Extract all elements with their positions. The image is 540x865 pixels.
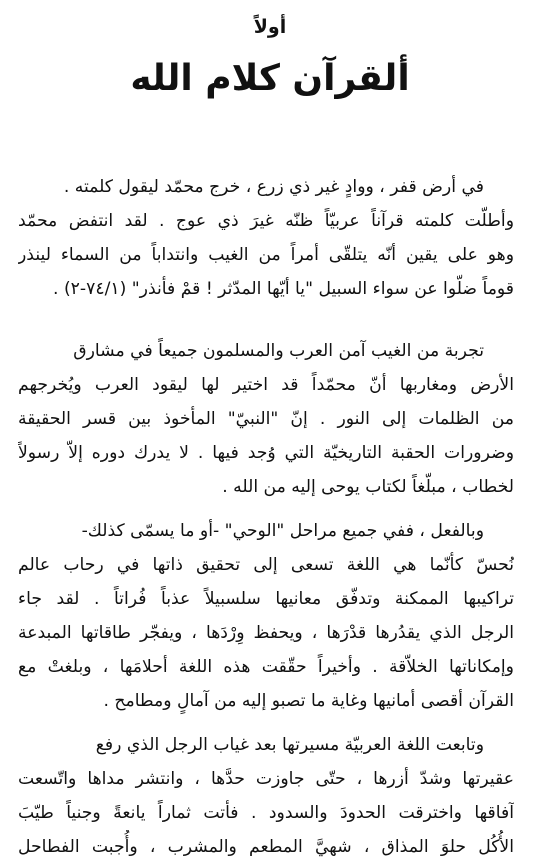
chapter-title: ألقرآن كلام الله bbox=[130, 58, 410, 99]
text-line: القرآن أقصى أمانيها وغاية ما تصبو إليه من آمالٍ ومطامح . bbox=[103, 691, 514, 711]
paragraph-3 bbox=[18, 514, 514, 718]
text-line: نُحسّ كأنّما هي اللغة تسعى إلى تحقيق ذاتها في رحاب عالم bbox=[18, 555, 514, 575]
text-line: وضرورات الحقبة التاريخيّة التي وُجد فيها . لا يدرك دوره إلاّ رسولاً bbox=[18, 443, 514, 463]
text-line: الأرض ومغاربها أنّ محمّداً قد اختير لها ليقود العرب ويُخرجهم bbox=[18, 375, 514, 395]
text-line: الأُكُل حلوَ المذاق ، شهيَّ المطعم والمشرب ، وأُجبت الفطاحل bbox=[18, 837, 514, 857]
text-line: عقيرتها وشدّ أزرها ، حتّى جاوزت حدَّها ، وانتشر مداها واتّسعت bbox=[18, 769, 514, 789]
text-line: وتابعت اللغة العربيّة مسيرتها بعد غياب الرجل الذي رفع bbox=[95, 735, 484, 755]
text-line: وإمكاناتها الخلاّقة . وأخيراً حقّقت هذه اللغة أحلامَها ، وبلغتْ مع bbox=[18, 657, 514, 677]
text-line: وبالفعل ، ففي جميع مراحل "الوحي" -أو ما يسمّى كذلك- bbox=[81, 521, 484, 541]
text-line: تجربة من الغيب آمن العرب والمسلمون جميعاً في مشارق bbox=[73, 341, 484, 361]
text-line: من الظلمات إلى النور . إنّ "النبيّ" المأخوذ بين قسر الحقيقة bbox=[18, 409, 514, 429]
text-line: تراكيبها الممكنة وتدفّق معانيها سلسبيلاً عذباً فُراتاً . لقد جاء bbox=[18, 589, 514, 609]
text-line: الرجل الذي يقدُرها قدْرَها ، ويحفظ وِرْدَها ، ويفجّر طاقاتها المبدعة bbox=[18, 623, 514, 643]
paragraph-1 bbox=[18, 170, 514, 306]
text-line: لخطاب ، مبلّغاً لكتاب يوحى إليه من الله . bbox=[222, 477, 514, 497]
paragraph-4 bbox=[18, 728, 514, 864]
text-line: وأطلّت كلمته قرآناً عربيّاً ظنّه غيرَ ذي عوج . لقد انتفض محمّد bbox=[18, 211, 514, 231]
text-line: في أرض قفر ، ووادٍ غير ذي زرع ، خرج محمّد ليقول كلمته . bbox=[63, 177, 484, 197]
section-label: أولاً bbox=[253, 16, 287, 38]
text-line: آفاقها واخترقت الحدودَ والسدود . فأتت ثماراً يانعةً وجنياً طيّبَ bbox=[18, 803, 514, 823]
text-line: قوماً ضلّوا عن سواء السبيل "يا أيّها المدّثر ! قمْ فأنذر" (٧٤/١-٢) . bbox=[53, 279, 514, 299]
paragraph-2 bbox=[18, 334, 514, 504]
text-line: وهو على يقين أنّه يتلقّى أمراً من الغيب وانتداباً من السماء لينذر bbox=[18, 245, 514, 265]
